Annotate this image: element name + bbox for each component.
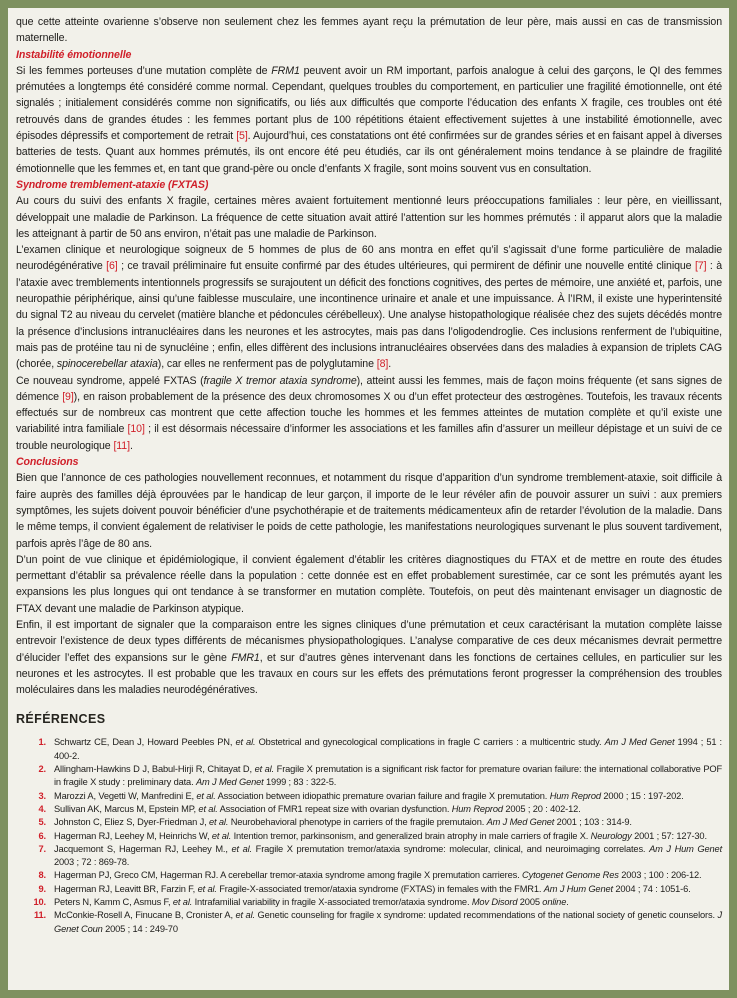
paragraph (16, 617, 722, 698)
text-run: Obstetrical and gynecological complications in fragle C carriers : a multicentric study. (255, 737, 605, 748)
italic-text-run: Am J Hum Genet (649, 843, 723, 854)
text-run: Enfin, il est important de signaler que la comparaison entre les signes cliniques d’une prémutation et ceux caractérisant la mutation complète laisse entrevoir l’existence de deux types différents de mécanismes physiopathologiques. L’analyse comparative de ces deux mécanismes devrait permettre d’élucider l’effet des expansions sur le gène (16, 618, 722, 664)
text-run: 2005 (517, 897, 543, 908)
text-run: Fragile X premutation tremor/ataxia syndrome: molecular, clinical, and neuroimaging correlates. (252, 843, 650, 854)
text-run: Sullivan AK, Marcus M, Epstein MP, (54, 803, 199, 814)
italic-text-run: Am J Med Genet (486, 817, 555, 828)
reference-number: 11. (34, 910, 46, 921)
section-heading: Instabilité émotionnelle (16, 48, 132, 61)
italic-text-run: Mov Disord (471, 897, 518, 908)
text-run: . Aujourd’hui, ces constatations ont été confirmées sur de grandes séries et en faisant appel à diverses batteries de tests. Quant aux hommes prémutés, ils ont encore été peu étudiés, car ils ont généralement moins tendance à se plaindre de fragilité émotionnelle que les femmes et, en tant que grand-père ou oncle d’enfants X fragile, sont moins souvent vus en consultation. (16, 130, 722, 175)
text-run: Ce nouveau syndrome, appelé FXTAS ( (16, 374, 204, 387)
italic-text-run: fragile X tremor ataxia syndrome (203, 374, 357, 387)
text-run: Fragile-X-associated tremor/ataxia syndrome (FXTAS) in females with the FMR1. (216, 883, 544, 894)
text-run: D’un point de vue clinique et épidémiologique, il convient également d’établir les critères diagnostiques du FTAX et de mettre en route des études permettant d’établir sa prévalence réelle dans la population : cette donnée est en effet probablement surestimée, car ce sont les prémutés ayant les expansions les plus longues qui ont tendance à se transformer en mutation complète. Toutefois, on peut dès maintenant envisager un diagnostic de FTAX devant une maladie de Parkinson atypique. (16, 553, 722, 615)
citation-link[interactable]: [10] (127, 423, 145, 436)
citation-link[interactable]: [5] (236, 130, 248, 143)
paragraph (16, 242, 722, 372)
text-run: Fragile X premutation is a significant risk factor for premature ovarian failure: the international collaborative POF in fragile X study : preliminary data. (54, 764, 722, 788)
text-run: 1999 ; 83 : 322-5. (263, 777, 337, 788)
italic-text-run: et al. (196, 790, 216, 801)
text-run: Association of FMR1 repeat size with ovarian dysfunction. (217, 803, 452, 814)
reference-item (16, 830, 722, 843)
text-run: . (129, 439, 133, 452)
reference-number: 4. (38, 803, 46, 814)
citation-link[interactable]: [11] (113, 439, 130, 452)
text-run: Schwartz CE, Dean J, Howard Peebles PN, (54, 737, 236, 748)
italic-text-run: FRM1 (271, 64, 300, 77)
text-run: 1994 ; 51 : 400-2. (54, 737, 722, 761)
citation-link[interactable]: [9] (62, 390, 74, 403)
reference-number: 6. (38, 830, 46, 841)
italic-text-run: et al. (235, 910, 255, 921)
text-run: Hagerman RJ, Leehey M, Heinrichs W, (54, 830, 212, 841)
paragraph (16, 470, 722, 551)
text-run: 2003 ; 100 : 206-12. (618, 870, 702, 881)
citation-link[interactable]: [7] (694, 260, 707, 273)
text-run: Intrafamilial variability in fragile X-associated tremor/ataxia syndrome. (192, 897, 472, 908)
italic-text-run: online (542, 897, 567, 908)
text-run: . (566, 897, 569, 908)
text-run: Peters N, Kamm C, Asmus F, (54, 897, 173, 908)
italic-text-run: Neurology (590, 830, 632, 841)
text-run: ), en raison probablement de la présence des deux chromosomes X ou d’un effet protecteur des œstrogènes. Toutefois, les travaux récents effectués sur de nombreux cas montrent que cette affection touche les hommes et les femmes atteintes de mutation complète et qu’il existe une variabilité intra familiale (16, 390, 722, 436)
paragraph (16, 373, 722, 454)
italic-text-run: et al. (197, 883, 217, 894)
reference-item (16, 896, 722, 909)
references-list (16, 736, 722, 935)
text-run: Hagerman PJ, Greco CM, Hagerman RJ. A cerebellar tremor-ataxia syndrome among fragile X premutation carrieres. (54, 870, 523, 881)
text-run: ), atteint aussi les femmes, mais de façon moins fréquente (et sans signes de démence (16, 374, 722, 403)
reference-number: 8. (38, 870, 46, 881)
reference-number: 10. (33, 897, 46, 908)
text-run: ; il est désormais nécessaire d’informer les associations et les familles afin d’assurer un meilleur dépistage et un suivi de ce trouble neurologique (16, 423, 723, 452)
citation-link[interactable]: [6] (106, 260, 118, 273)
text-run: Allingham-Hawkins D J, Babul-Hirji R, Chitayat D, (54, 764, 255, 775)
text-run: 2004 ; 74 : 1051-6. (612, 883, 691, 894)
text-run: Marozzi A, Vegetti W, Manfredini E, (54, 790, 197, 801)
reference-number: 3. (38, 790, 46, 801)
reference-number: 5. (38, 817, 46, 828)
reference-item (16, 790, 722, 803)
text-run: Si les femmes porteuses d’une mutation complète de (16, 64, 272, 77)
text-run: Bien que l’annonce de ces pathologies nouvellement reconnues, et notamment du risque d’apparition d’un syndrome tremblement-ataxie, soit difficile à faire auprès des familles déjà éprouvées par le handicap de leur garçon, il importe de le leur révéler afin de pouvoir assurer un suivi : aux premiers symptômes, les sujets doivent pouvoir bénéficier d’une psychothérapie et de traitements médicamenteux afin de retarder l’évolution de la maladie. Dans le même temps, il convient également de relativiser le poids de cette pathologie, les manifestations neurologiques survenant le plus souvent tardivement, parfois après l’âge de 80 ans. (16, 472, 722, 550)
italic-text-run: Hum Reprod (549, 790, 601, 801)
reference-item (16, 736, 722, 763)
text-run: Intention tremor, parkinsonism, and generalized brain atrophy in male carriers of fragile X. (231, 830, 591, 841)
page-content (8, 8, 729, 936)
italic-text-run: et al. (235, 737, 256, 748)
reference-item (16, 816, 722, 829)
text-run: 2001 ; 57: 127-30. (631, 830, 707, 841)
text-run: Hagerman RJ, Leavitt BR, Farzin F, (54, 883, 198, 894)
reference-item (16, 843, 722, 870)
italic-text-run: et al. (231, 843, 252, 854)
text-run: 2005 ; 20 : 402-12. (502, 803, 581, 814)
citation-link[interactable]: [8] (376, 358, 389, 371)
paragraph (16, 193, 722, 242)
text-run: , et sur d’autres gènes intervenant dans les fonctions de certaines cellules, en particulier sur les neurones et les astrocytes. Il est probable que les travaux en cours sur les effets des prémutations feront progresser la compréhension des troubles moléculaires dans les maladies neurodégénératives. (16, 651, 722, 697)
reference-number: 1. (38, 737, 46, 748)
italic-text-run: et al. (254, 764, 275, 775)
text-run: 2000 ; 15 : 197-202. (600, 790, 684, 801)
text-run: L’examen clinique et neurologique soigneux de 5 hommes de plus de 60 ans montra en effet qu’il s’agissait d’une forme particulière de maladie neurodégénérative (16, 244, 722, 273)
italic-text-run: Cytogenet Genome Res (522, 870, 619, 881)
italic-text-run: J Genet Coun (54, 910, 722, 934)
text-run: Johnston C, Eliez S, Dyer-Friedman J, (54, 817, 209, 828)
italic-text-run: Am J Med Genet (604, 737, 675, 748)
text-run: 2001 ; 103 : 314-9. (554, 817, 632, 828)
text-run: peuvent avoir un RM important, parfois analogue à celui des garçons, le QI des femmes prémutées a longtemps été considéré comme normal. Cependant, quelques troubles du comportement, en particulier une fragilité émotionnelle, ont été signalés ; initialement considérés comme non significatifs, ou liés aux difficultés que comporte l’éducation des enfants X fragile, ces troubles ont été retrouvés dans de grandes études : les femmes portant plus de 100 répétitions étaient effectivement sujettes à une instabilité émotionnelle, avec épisodes dépressifs et comportement de retrait (16, 64, 722, 143)
text-run: Genetic counseling for fragile x syndrome: updated recommendations of the national society of genetic counselors. (254, 910, 718, 921)
text-run: . (388, 358, 392, 371)
references-heading: RÉFÉRENCES (16, 712, 106, 727)
reference-item (16, 803, 722, 816)
italic-text-run: FMR1 (231, 651, 260, 664)
paragraph (16, 552, 722, 617)
section-heading: Syndrome tremblement-ataxie (FXTAS) (16, 178, 209, 191)
text-run: Association between idiopathic premature ovarian failure and fragile X premutation. (215, 790, 550, 801)
paragraph (16, 14, 722, 47)
italic-text-run: et al. (198, 803, 218, 814)
article-body (16, 14, 722, 698)
italic-text-run: Hum Reprod (451, 803, 503, 814)
text-run: McConkie-Rosell A, Finucane B, Cronister A, (54, 910, 236, 921)
section-heading: Conclusions (16, 456, 79, 469)
reference-number: 7. (38, 843, 46, 854)
reference-item (16, 883, 722, 896)
italic-text-run: Am J Med Genet (195, 777, 264, 788)
reference-item (16, 869, 722, 882)
text-run: ), car elles ne renferment pas de polyglutamine (157, 358, 377, 371)
text-run: Jacquemont S, Hagerman RJ, Leehey M., (54, 843, 232, 854)
text-run: ; ce travail préliminaire fut ensuite confirmé par des études ultérieures, qui permirent de définir une nouvelle entité clinique (117, 260, 695, 273)
italic-text-run: spinocerebellar ataxia (56, 358, 158, 371)
reference-number: 9. (38, 883, 46, 894)
italic-text-run: et al. (211, 830, 232, 841)
text-run: Neurobehavioral phenotype in carriers of the fragile premutaion. (228, 817, 487, 828)
reference-item (16, 763, 722, 790)
italic-text-run: Am J Hum Genet (543, 883, 613, 894)
text-run: que cette atteinte ovarienne s’observe non seulement chez les femmes ayant reçu la prémutation de leur père, mais aussi en cas de transmission maternelle. (16, 16, 722, 45)
reference-number: 2. (38, 764, 46, 775)
italic-text-run: et al. (209, 817, 229, 828)
paragraph (16, 63, 722, 177)
italic-text-run: et al. (172, 897, 193, 908)
reference-item (16, 909, 722, 936)
text-run: 2003 ; 72 : 869-78. (54, 857, 130, 868)
text-run: : à l’ataxie avec tremblements intentionnels progressifs se surajoutent un déficit des fonctions cognitives, des pertes de mémoire, une anxiété et, parfois, une neuropathie périphérique, ainsi qu’une faiblesse musculaire, une incontinence urinaire et anale et une impuissance. À l’IRM, il existe une hyperintensité du signal T2 au niveau du cervelet (matière blanche et pédoncules cérébelleux). Une analyse histopathologique réalisée chez des sujets décédés montre la présence d’inclusions intranucléaires dans les neurones et les astrocytes, mais pas dans l’oligodendroglie. Ces inclusions renferment de l’ubiquitine, mais pas de protéine tau ni de synucléine ; enfin, elles diffèrent des inclusions intranucléaires observées dans des maladies à expansion de triplets CAG (chorée, (16, 260, 723, 371)
text-run: Au cours du suivi des enfants X fragile, certaines mères avaient fortuitement mentionné leurs préoccupations familiales : leur père, en vieillissant, développait une maladie de Parkinson. La fréquence de cette situation avait attiré l’attention sur les hommes prémutés : il apparut alors que la maladie les atteignant à partir de 50 ans environ, n’était pas une maladie de Parkinson. (16, 195, 722, 240)
text-run: 2005 ; 14 : 249-70 (102, 923, 178, 934)
